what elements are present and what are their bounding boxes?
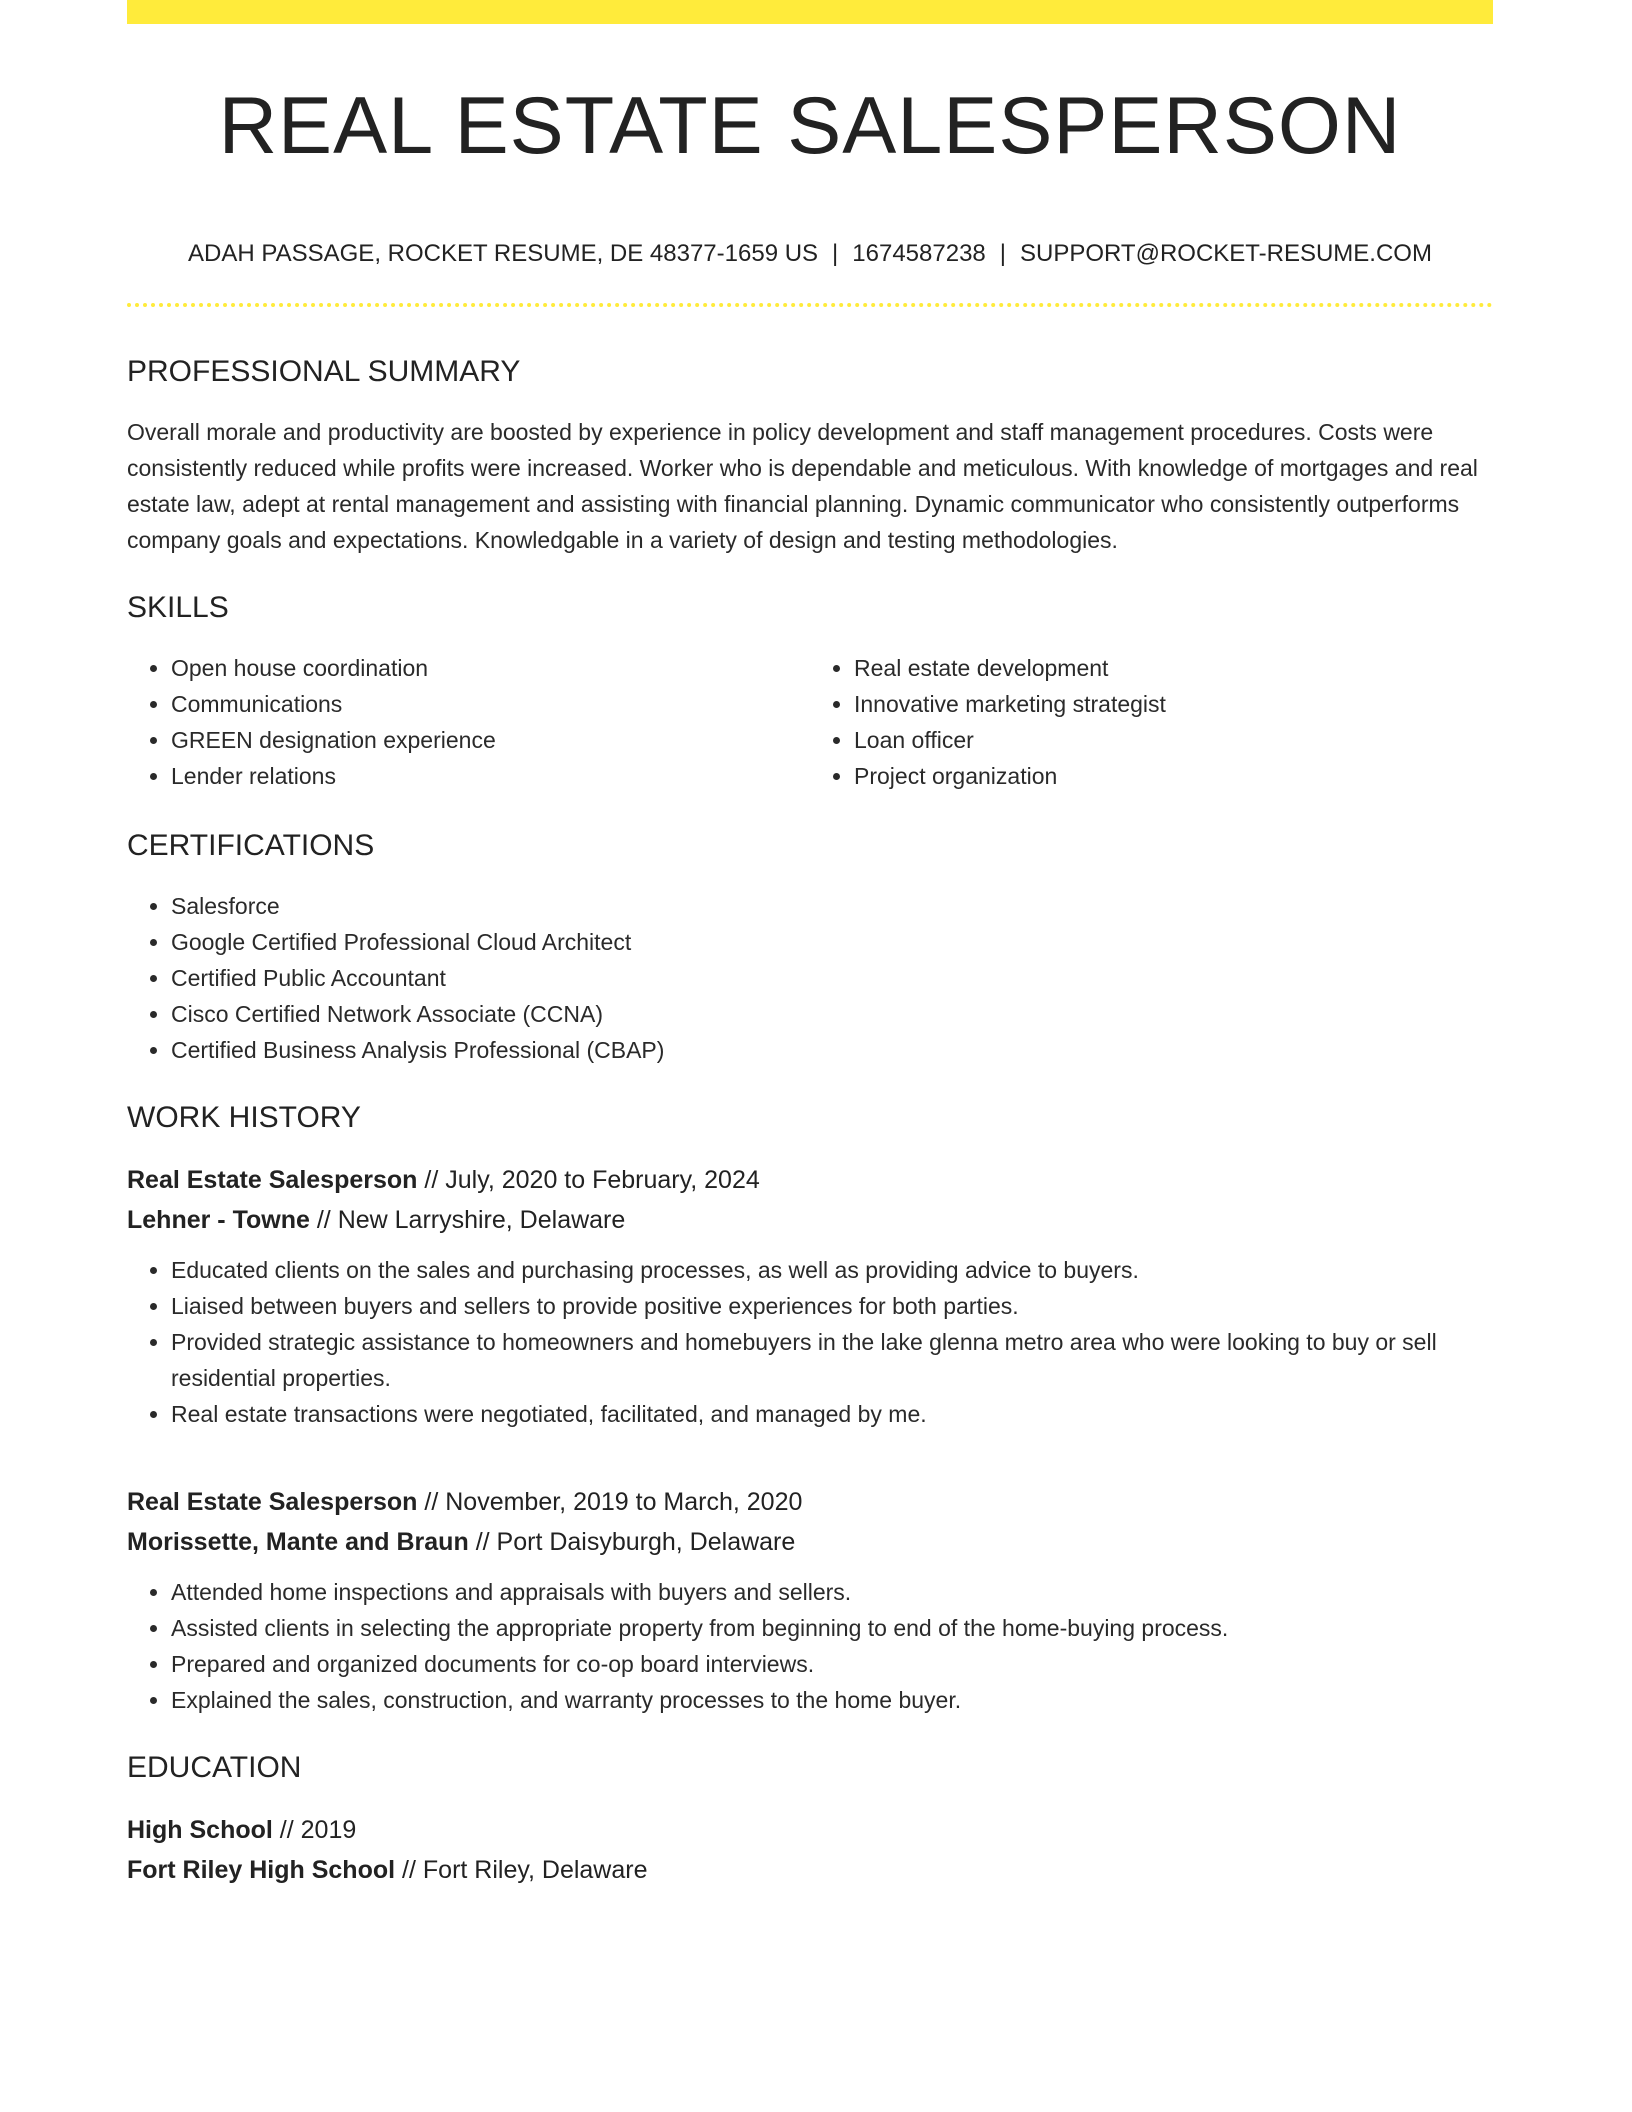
contact-email: SUPPORT@ROCKET-RESUME.COM (1020, 240, 1432, 267)
job-company: Morissette, Mante and Braun (127, 1528, 469, 1556)
work-history-heading: WORK HISTORY (127, 1101, 361, 1134)
job-title-line (127, 1482, 1493, 1522)
page-title: REAL ESTATE SALESPERSON (218, 81, 1402, 171)
field-separator: // (424, 1488, 439, 1516)
skill-item: • Innovative marketing strategist (854, 686, 1493, 722)
job-bullet: • Attended home inspections and appraisals with buyers and sellers. (171, 1574, 1493, 1610)
job-company-line (127, 1522, 1493, 1562)
job-bullets (127, 1252, 1493, 1432)
skills-list-right (810, 650, 1493, 794)
summary-heading: PROFESSIONAL SUMMARY (127, 355, 521, 388)
education-degree: High School (127, 1816, 273, 1844)
job-bullet: • Explained the sales, construction, and warranty processes to the home buyer. (171, 1682, 1493, 1718)
job-bullet: • Real estate transactions were negotiated, facilitated, and managed by me. (171, 1396, 1493, 1432)
contact-separator: | (832, 240, 839, 267)
job-bullet: • Prepared and organized documents for co-op board interviews. (171, 1646, 1493, 1682)
certification-item: • Certified Business Analysis Professional (CBAP) (171, 1032, 1493, 1068)
job-title: Real Estate Salesperson (127, 1488, 418, 1516)
job-bullet: • Educated clients on the sales and purchasing processes, as well as providing advice to buyers. (171, 1252, 1493, 1288)
job-location: New Larryshire, Delaware (337, 1206, 626, 1234)
education-degree-line (127, 1810, 1493, 1850)
skill-item: • Loan officer (854, 722, 1493, 758)
job-entry (127, 1160, 1493, 1432)
field-separator: // (279, 1816, 294, 1844)
job-company-line (127, 1200, 1493, 1240)
summary-section (127, 352, 1493, 558)
skills-section (127, 588, 1493, 794)
skill-item: • Real estate development (854, 650, 1493, 686)
skills-heading: SKILLS (127, 591, 229, 624)
education-school: Fort Riley High School (127, 1856, 396, 1884)
field-separator: // (475, 1528, 490, 1556)
contact-line (127, 236, 1493, 272)
resume-content (127, 352, 1493, 1890)
skill-item: • Lender relations (171, 758, 810, 794)
education-section (127, 1748, 1493, 1890)
job-bullet: • Provided strategic assistance to homeowners and homebuyers in the lake glenna metro area who were looking to buy or sell residential properties. (171, 1324, 1493, 1396)
skill-item: • Communications (171, 686, 810, 722)
dotted-divider (127, 303, 1493, 307)
summary-text: Overall morale and productivity are boosted by experience in policy development and staff management procedures. Costs were consistently reduced while profits were increased. Worker who is dependable and meticulous. With knowledge of mortgages and real estate law, adept at rental management and assisting with financial planning. Dynamic communicator who consistently outperforms company goals and expectations. Knowledgable in a variety of design and testing methodologies. (127, 419, 1478, 553)
education-heading: EDUCATION (127, 1751, 302, 1784)
work-history-section (127, 1098, 1493, 1718)
certification-item: • Cisco Certified Network Associate (CCNA) (171, 996, 1493, 1032)
job-title: Real Estate Salesperson (127, 1166, 418, 1194)
job-entry (127, 1482, 1493, 1718)
education-year: 2019 (300, 1816, 357, 1844)
skill-item: • Open house coordination (171, 650, 810, 686)
certification-item: • Certified Public Accountant (171, 960, 1493, 996)
skills-columns (127, 650, 1493, 794)
job-bullet: • Liaised between buyers and sellers to provide positive experiences for both parties. (171, 1288, 1493, 1324)
contact-address: ADAH PASSAGE, ROCKET RESUME, DE 48377-1659 US (188, 240, 819, 267)
skill-item: • GREEN designation experience (171, 722, 810, 758)
job-title-line (127, 1160, 1493, 1200)
job-company: Lehner - Towne (127, 1206, 310, 1234)
job-bullets (127, 1574, 1493, 1718)
skills-list-left (127, 650, 810, 794)
job-location: Port Daisyburgh, Delaware (496, 1528, 796, 1556)
certification-item: • Google Certified Professional Cloud Architect (171, 924, 1493, 960)
education-location: Fort Riley, Delaware (422, 1856, 648, 1884)
field-separator: // (316, 1206, 331, 1234)
job-dates: July, 2020 to February, 2024 (445, 1166, 760, 1194)
field-separator: // (424, 1166, 439, 1194)
job-dates: November, 2019 to March, 2020 (445, 1488, 803, 1516)
contact-separator: | (999, 240, 1006, 267)
certifications-heading: CERTIFICATIONS (127, 829, 375, 862)
contact-phone: 1674587238 (852, 240, 986, 267)
certifications-list (127, 888, 1493, 1068)
certification-item: • Salesforce (171, 888, 1493, 924)
job-bullet: • Assisted clients in selecting the appropriate property from beginning to end of the home-buying process. (171, 1610, 1493, 1646)
field-separator: // (402, 1856, 416, 1884)
certifications-section (127, 826, 1493, 1068)
skill-item: • Project organization (854, 758, 1493, 794)
education-school-line (127, 1850, 1493, 1890)
top-accent-bar (127, 0, 1493, 24)
